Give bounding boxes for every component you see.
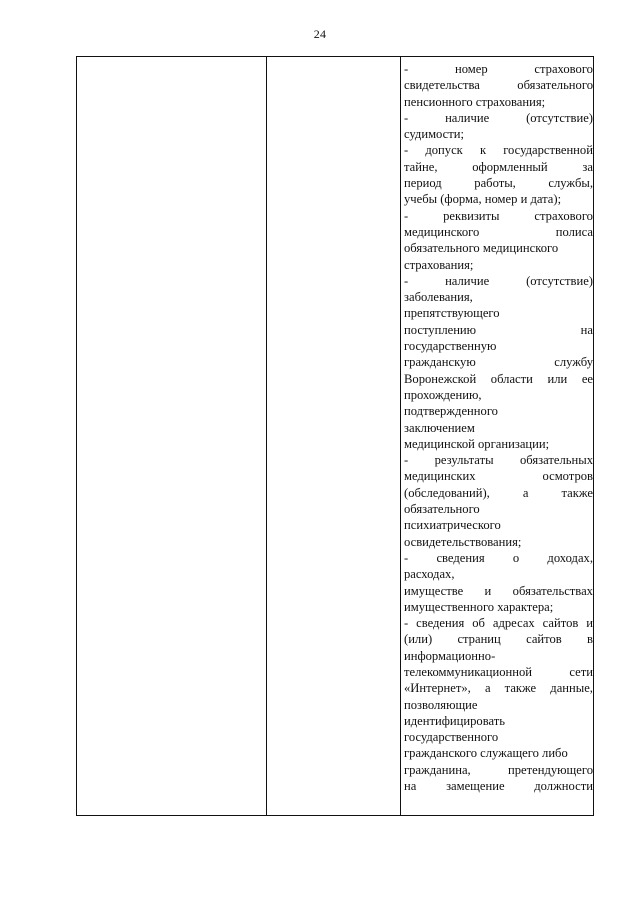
text-word: службы, xyxy=(548,176,593,191)
text-word: осмотров xyxy=(542,469,593,484)
text-word: обязательного медицинского xyxy=(404,241,559,256)
text-word: полиса xyxy=(555,224,593,239)
text-line xyxy=(404,664,593,680)
text-line xyxy=(404,713,593,729)
text-word: претендующего xyxy=(507,762,593,777)
text-line xyxy=(404,142,593,158)
text-word: к xyxy=(479,143,487,158)
text-word: работы, xyxy=(474,176,516,191)
text-word: (отсутствие) xyxy=(526,110,593,125)
text-word: а xyxy=(522,485,529,500)
text-word: подтвержденного xyxy=(404,404,498,419)
text-word: (или) xyxy=(404,632,433,647)
text-word: Воронежской xyxy=(404,371,477,386)
text-line xyxy=(404,778,593,794)
text-word: области xyxy=(490,371,533,386)
text-word: замещение xyxy=(446,779,505,794)
text-line xyxy=(404,468,593,484)
text-line xyxy=(404,322,593,338)
text-line xyxy=(404,501,593,517)
table-cell-column-1 xyxy=(77,57,266,815)
text-word: номер xyxy=(454,62,488,76)
text-line xyxy=(404,224,593,240)
text-line xyxy=(404,729,593,745)
text-word: - xyxy=(404,208,409,223)
text-word: а xyxy=(484,681,491,696)
text-word: также xyxy=(504,681,537,696)
text-word: пенсионного страхования; xyxy=(404,94,546,109)
text-line xyxy=(404,583,593,599)
text-word: телекоммуникационной xyxy=(404,664,533,679)
text-word: государственную xyxy=(404,339,497,354)
text-word: сайтов xyxy=(542,616,579,631)
text-line xyxy=(404,403,593,419)
text-word: допуск xyxy=(425,143,463,158)
text-word: или xyxy=(547,371,568,386)
text-word: медицинских xyxy=(404,469,476,484)
text-word: - xyxy=(404,273,409,288)
text-word: данные, xyxy=(550,681,593,696)
text-line xyxy=(404,517,593,533)
text-line xyxy=(404,615,593,631)
text-word: имущественного характера; xyxy=(404,599,554,614)
text-word: информационно- xyxy=(404,648,496,663)
text-word: (обследований), xyxy=(404,485,490,500)
text-word: обязательного xyxy=(404,502,480,517)
text-line xyxy=(404,420,593,436)
text-word: имуществе xyxy=(404,583,464,598)
text-word: и xyxy=(586,616,593,631)
text-word: страхового xyxy=(534,208,593,223)
text-line xyxy=(404,159,593,175)
text-word: медицинского xyxy=(404,224,480,239)
text-line xyxy=(404,599,593,615)
text-line xyxy=(404,550,593,566)
text-word: освидетельствования; xyxy=(404,534,522,549)
text-word: препятствующего xyxy=(404,306,500,321)
text-line xyxy=(404,354,593,370)
text-line xyxy=(404,338,593,354)
table-cell-column-2 xyxy=(267,57,400,815)
text-line xyxy=(404,126,593,142)
table-cell-column-3 xyxy=(404,61,593,794)
text-word: реквизиты xyxy=(443,208,500,223)
text-line xyxy=(404,648,593,664)
document-table xyxy=(76,56,594,816)
text-line xyxy=(404,110,593,126)
text-line xyxy=(404,240,593,256)
text-word: службу xyxy=(554,355,593,370)
text-word: в xyxy=(587,632,593,647)
text-line xyxy=(404,485,593,501)
text-word: позволяющие xyxy=(404,697,478,712)
text-word: период xyxy=(404,176,442,191)
text-word: заболевания, xyxy=(404,290,473,305)
text-line xyxy=(404,371,593,387)
text-word: сайтов xyxy=(526,632,562,647)
text-line xyxy=(404,305,593,321)
text-word: на xyxy=(404,779,417,794)
text-line xyxy=(404,452,593,468)
text-word: тайне, xyxy=(404,159,438,174)
text-word: идентифицировать xyxy=(404,713,505,728)
text-word: заключением xyxy=(404,420,475,435)
text-line xyxy=(404,534,593,550)
text-word: страхового xyxy=(534,62,593,76)
text-line xyxy=(404,273,593,289)
text-line xyxy=(404,745,593,761)
text-word: психиатрического xyxy=(404,518,501,533)
text-line xyxy=(404,77,593,93)
text-word: на xyxy=(580,322,593,337)
text-word: должности xyxy=(534,779,593,794)
text-word: свидетельства xyxy=(404,78,480,93)
text-line xyxy=(404,208,593,224)
text-word: государственного xyxy=(404,730,499,745)
text-word: о xyxy=(512,550,520,565)
text-word: страниц xyxy=(457,632,501,647)
text-word: наличие xyxy=(445,273,490,288)
text-word: гражданского служащего либо xyxy=(404,746,568,761)
text-word: государственной xyxy=(503,143,593,158)
text-line xyxy=(404,436,593,452)
text-line xyxy=(404,631,593,647)
text-line xyxy=(404,289,593,305)
text-line xyxy=(404,94,593,110)
text-line xyxy=(404,697,593,713)
text-word: гражданина, xyxy=(404,762,471,777)
text-word: поступлению xyxy=(404,322,477,337)
text-line xyxy=(404,61,593,77)
text-word: сведения xyxy=(416,616,465,631)
text-word: - xyxy=(404,110,409,125)
page-number: 24 xyxy=(313,27,327,41)
text-word: судимости; xyxy=(404,127,464,142)
text-word: доходах, xyxy=(547,550,593,565)
text-line xyxy=(404,680,593,696)
text-word: об xyxy=(472,616,485,631)
text-word: расходах, xyxy=(404,567,455,582)
column-divider xyxy=(400,57,401,815)
text-word: сведения xyxy=(436,550,485,565)
text-word: наличие xyxy=(445,110,490,125)
text-word: (отсутствие) xyxy=(526,273,593,288)
text-word: сети xyxy=(569,664,593,679)
text-word: также xyxy=(561,485,593,500)
text-word: учебы (форма, номер и дата); xyxy=(404,192,562,207)
text-word: - xyxy=(404,550,409,565)
text-word: адресах xyxy=(492,616,535,631)
text-word: обязательного xyxy=(517,78,593,93)
text-line xyxy=(404,762,593,778)
text-line xyxy=(404,257,593,273)
text-word: медицинской организации; xyxy=(404,436,550,451)
text-line xyxy=(404,191,593,207)
text-line xyxy=(404,175,593,191)
text-word: обязательствах xyxy=(512,583,593,598)
text-word: и xyxy=(484,583,492,598)
text-line xyxy=(404,566,593,582)
text-word: страхования; xyxy=(404,257,474,272)
text-line xyxy=(404,387,593,403)
text-word: прохождению, xyxy=(404,387,482,402)
text-word: - xyxy=(404,453,409,468)
text-word: обязательных xyxy=(519,453,593,468)
text-word: результаты xyxy=(434,453,494,468)
text-word: ее xyxy=(581,371,593,386)
text-word: оформленный xyxy=(472,159,548,174)
text-word: за xyxy=(582,159,593,174)
text-word: гражданскую xyxy=(404,355,476,370)
text-word: - xyxy=(404,62,409,76)
text-word: - xyxy=(404,143,409,158)
text-word: «Интернет», xyxy=(404,681,471,696)
text-word: - xyxy=(404,616,409,631)
